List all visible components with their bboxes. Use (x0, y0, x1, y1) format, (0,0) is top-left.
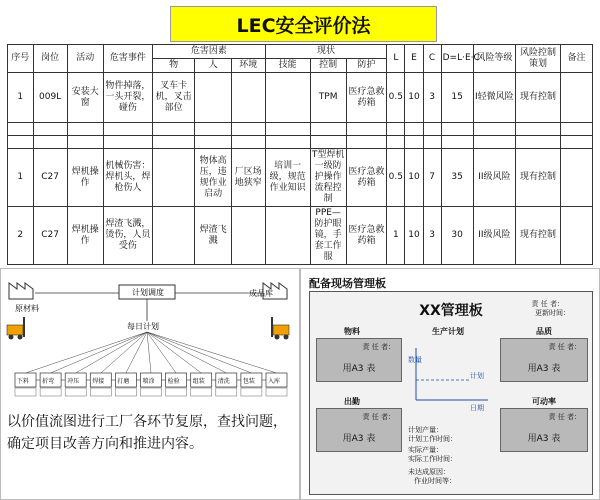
cell-activity: 安装大窗 (67, 73, 103, 123)
process-label: 包装 (242, 378, 255, 385)
table-row (8, 73, 593, 123)
daily-plan-line (147, 332, 151, 373)
process-data-box (115, 388, 136, 396)
process-label: 入库 (268, 378, 281, 385)
supplier-label: 原材料 (15, 304, 39, 313)
header-risk: 风险等级 (473, 45, 516, 73)
daily-plan-line (147, 332, 226, 373)
management-board-panel (300, 268, 600, 500)
cell-l: 0.5 (387, 73, 405, 123)
panel-responsible: 责 任 者： (548, 413, 581, 421)
header-seq: 序号 (8, 45, 34, 73)
section-quality-label: 品质 (536, 327, 552, 336)
section-output-label: 出勤 (344, 397, 360, 406)
process-label: 喷涂 (142, 378, 155, 385)
process-data-box (65, 388, 86, 396)
output-panel (316, 408, 402, 452)
header-cause: 危害因素 (152, 45, 265, 59)
forklift-icon (271, 317, 289, 340)
plan-chart (408, 342, 494, 432)
header-control: 风险控制策划 (516, 45, 561, 73)
table-row (8, 207, 593, 265)
value-stream-caption: 以价值流图进行工厂各环节复原，查找问题，确定项目改善方向和推进内容。 (7, 414, 287, 452)
forklift-icon (7, 317, 25, 340)
cell-seq: 2 (8, 207, 34, 265)
cell-cause-thing: 叉车卡机，叉击部位 (152, 73, 195, 123)
header-cause-env: 环境 (231, 59, 265, 73)
table-spacer-row (8, 136, 593, 149)
process-label: 组装 (192, 378, 205, 385)
header-status-control: 控制 (310, 59, 346, 73)
header-d: D=L·E·C (441, 45, 473, 73)
cell-hazard-event: 焊渣飞溅，烫伤，人员受伤 (103, 207, 152, 265)
process-data-box (266, 388, 287, 396)
cell-note (560, 149, 592, 207)
process-label: 冲压 (67, 378, 80, 385)
cell-c: 3 (423, 73, 441, 123)
cell-status-control: PPE—防护眼镜，手套工作服 (310, 207, 346, 265)
cell-cause-env (231, 73, 265, 123)
cell-cause-person: 物体高压，违规作业启动 (195, 149, 231, 207)
cell-control: 现有控制 (516, 207, 561, 265)
cell-cause-person: 焊渣飞溅 (195, 207, 231, 265)
value-stream-diagram (1, 269, 301, 409)
cell-c: 7 (423, 149, 441, 207)
header-activity: 活动 (67, 45, 103, 73)
cell-risk: II级风险 (473, 149, 516, 207)
cell-activity: 焊机操作 (67, 207, 103, 265)
cell-status-protect: 医疗急救药箱 (346, 207, 387, 265)
header-cause-person: 人 (195, 59, 231, 73)
chart-x-label: 日期 (470, 404, 484, 412)
process-label: 检验 (167, 378, 180, 385)
process-label: 折弯 (42, 378, 55, 385)
cell-e: 10 (405, 207, 423, 265)
process-data-box (166, 388, 187, 396)
cell-status-skill (265, 207, 310, 265)
section-rate-label: 可动率 (532, 397, 556, 406)
panel-responsible: 责 任 者： (548, 343, 581, 351)
process-boxes (15, 332, 287, 396)
cell-status-protect: 医疗急救药箱 (346, 73, 387, 123)
cell-seq: 1 (8, 149, 34, 207)
panel-responsible: 责 任 者： (362, 413, 395, 421)
lec-table (7, 44, 593, 265)
note-work-time: 作业时间等： (414, 477, 456, 485)
cell-note (560, 73, 592, 123)
process-label: 下料 (17, 378, 30, 385)
header-note: 备注 (560, 45, 592, 73)
customer-label: 成品库 (249, 289, 273, 298)
header-status: 现状 (265, 45, 386, 59)
section-plan-label: 生产计划 (432, 327, 464, 336)
cell-l: 1 (387, 207, 405, 265)
header-c: C (423, 45, 441, 73)
cell-cause-thing (152, 207, 195, 265)
cell-d: 30 (441, 207, 473, 265)
cell-hazard-event: 物件掉落，一头开裂，碰伤 (103, 73, 152, 123)
board-panel-title: 配备现场管理板 (309, 277, 386, 290)
header-post: 岗位 (33, 45, 67, 73)
process-data-box (191, 388, 212, 396)
process-label: 打磨 (117, 378, 130, 385)
note-actual-qty: 实际产量： (408, 446, 443, 454)
daily-plan-line (147, 332, 201, 373)
cell-status-skill: 培训一级，规范作业知识 (265, 149, 310, 207)
header-hazard-event: 危害事件 (103, 45, 152, 73)
cell-cause-env: 厂区场地狭窄 (231, 149, 265, 207)
section-material-label: 物料 (344, 327, 360, 336)
process-data-box (141, 388, 162, 396)
panel-responsible: 责 任 者： (362, 343, 395, 351)
cell-status-control: T型焊机一级防护操作流程控制 (310, 149, 346, 207)
cell-cause-env (231, 207, 265, 265)
management-board (309, 291, 593, 495)
cell-d: 35 (441, 149, 473, 207)
table-header-row-1 (8, 45, 593, 59)
panel-a3-label: 用A3 表 (527, 434, 561, 444)
daily-plan-line (51, 332, 147, 373)
supplier-factory-icon (9, 283, 33, 299)
header-status-protect: 防护 (346, 59, 387, 73)
daily-plan-line (147, 332, 277, 373)
cell-hazard-event: 机械伤害：焊机头，焊枪伤人 (103, 149, 152, 207)
panel-a3-label: 用A3 表 (342, 364, 376, 374)
board-heading: XX管理板 (419, 303, 483, 319)
header-cause-thing: 物 (152, 59, 195, 73)
cell-d: 15 (441, 73, 473, 123)
cell-post: C27 (33, 149, 67, 207)
cell-control: 现有控制 (516, 149, 561, 207)
cell-seq: 1 (8, 73, 34, 123)
chart-y-label: 数量 (408, 356, 422, 364)
cell-c: 3 (423, 207, 441, 265)
cell-risk: I轻微风险 (473, 73, 516, 123)
cell-post: C27 (33, 207, 67, 265)
cell-status-protect: 医疗急救药箱 (346, 149, 387, 207)
value-stream-panel (0, 268, 300, 500)
cell-cause-person (195, 73, 231, 123)
header-e: E (405, 45, 423, 73)
material-panel (316, 338, 402, 382)
header-status-skill: 技能 (265, 59, 310, 73)
process-data-box (15, 388, 36, 396)
process-data-box (241, 388, 262, 396)
rate-panel (500, 408, 588, 452)
panel-a3-label: 用A3 表 (342, 434, 376, 444)
quality-panel (500, 338, 588, 382)
cell-status-control: TPM (310, 73, 346, 123)
table-row (8, 149, 593, 207)
daily-plan-line (147, 332, 251, 373)
chart-series-label: 计划 (470, 372, 484, 380)
process-label: 焊接 (92, 378, 105, 385)
process-label: 清洗 (217, 378, 230, 385)
cell-l: 0.5 (387, 149, 405, 207)
board-responsible: 责 任 者： (531, 300, 564, 308)
cell-control: 现有控制 (516, 73, 561, 123)
cell-activity: 焊机操作 (67, 149, 103, 207)
cell-status-skill (265, 73, 310, 123)
note-plan-time: 计划工作时间： (408, 435, 457, 443)
note-actual-time: 实际工作时间： (408, 455, 457, 463)
process-data-box (40, 388, 61, 396)
note-plan-qty: 计划产量： (408, 426, 443, 434)
panel-a3-label: 用A3 表 (527, 364, 561, 374)
process-data-box (90, 388, 111, 396)
daily-plan-line (101, 332, 147, 373)
document-title: LEC安全评价法 (170, 6, 437, 42)
daily-plan-line (147, 332, 176, 373)
cell-note (560, 207, 592, 265)
daily-plan-label: 每日计划 (127, 322, 159, 331)
cell-risk: II级风险 (473, 207, 516, 265)
cell-post: 009L (33, 73, 67, 123)
schedule-label: 计划调度 (132, 288, 164, 297)
board-updated: 更新时间： (535, 309, 570, 317)
note-reason: 未达成原因： (408, 468, 450, 476)
table-spacer-row (8, 123, 593, 136)
cell-cause-thing (152, 149, 195, 207)
cell-e: 10 (405, 73, 423, 123)
process-data-box (216, 388, 237, 396)
header-l: L (387, 45, 405, 73)
cell-e: 10 (405, 149, 423, 207)
